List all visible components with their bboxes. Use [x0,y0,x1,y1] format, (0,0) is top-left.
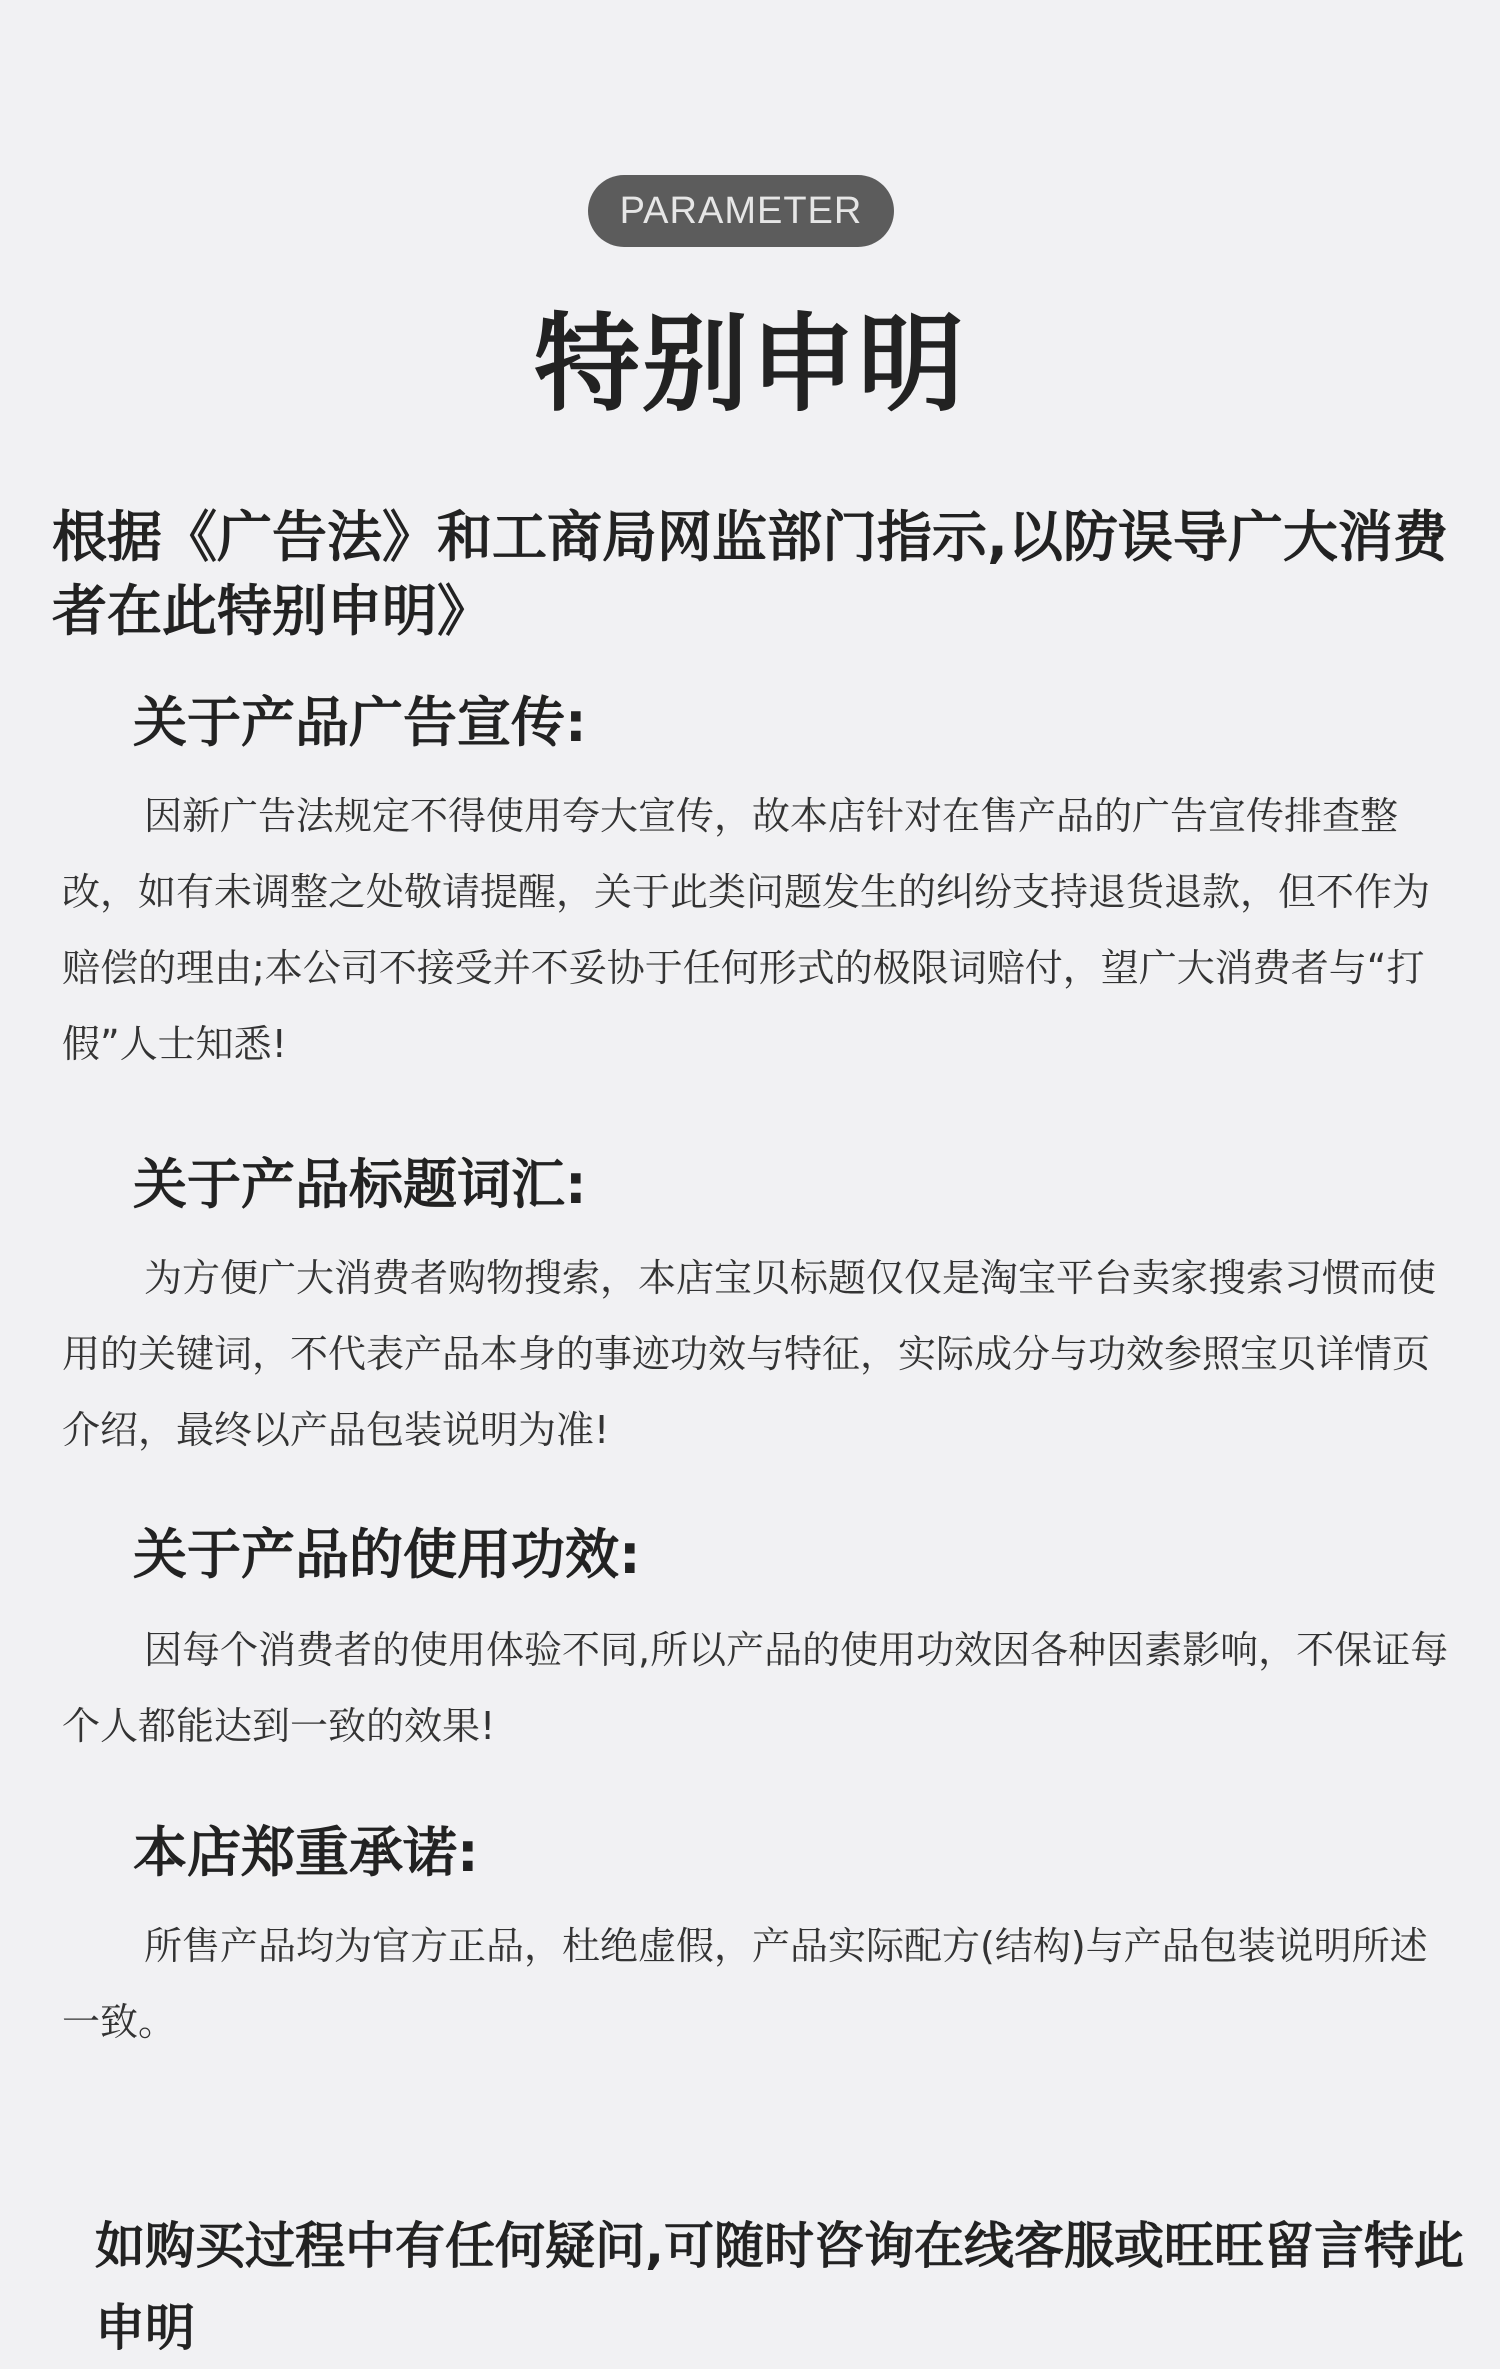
intro-statement: 根据《广告法》和工商局网监部门指示,以防误导广大消费者在此特别申明》 [52,505,1448,643]
footer-note: 如购买过程中有任何疑问,可随时咨询在线客服或旺旺留言特此申明 [95,2217,1464,2357]
section-body-title-words: 为方便广大消费者购物搜索，本店宝贝标题仅仅是淘宝平台卖家搜索习惯而使用的关键词，不代表产品本身的事迹功效与特征，实际成分与功效参照宝贝详情页介绍，最终以产品包装说明为准! [62,1256,1437,1452]
section-body-advertising: 因新广告法规定不得使用夸大宣传，故本店针对在售产品的广告宣传排查整改，如有未调整之处敬请提醒，关于此类问题发生的纠纷支持退货退款，但不作为赔偿的理由;本公司不接受并不妥协于任何形式的极限词赔付，望广大消费者与“打假”人士知悉! [62,794,1431,1066]
section-heading-advertising: 关于产品广告宣传: [133,691,587,754]
parameter-badge: PARAMETER [588,175,894,247]
section-heading-efficacy: 关于产品的使用功效: [133,1523,641,1586]
section-heading-promise: 本店郑重承诺: [133,1821,479,1884]
section-body-efficacy: 因每个消费者的使用体验不同,所以产品的使用功效因各种因素影响，不保证每个人都能达到一致的效果! [62,1628,1449,1748]
page-title: 特别申明 [534,303,966,426]
section-body-promise: 所售产品均为官方正品，杜绝虚假，产品实际配方(结构)与产品包装说明所述一致。 [62,1924,1428,2044]
section-heading-title-words: 关于产品标题词汇: [133,1153,587,1216]
